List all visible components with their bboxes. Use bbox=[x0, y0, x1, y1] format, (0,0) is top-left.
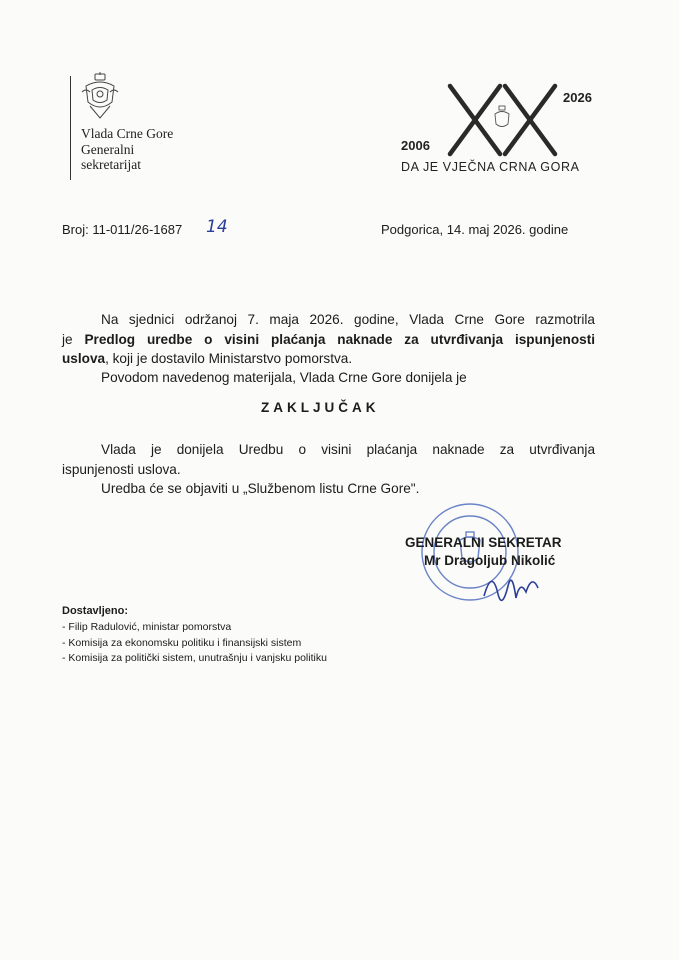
paragraph-line: ispunjenosti uslova. bbox=[62, 461, 181, 477]
paragraph-line bbox=[62, 330, 595, 350]
anniversary-year-end: 2026 bbox=[563, 90, 592, 105]
list-item: - Komisija za politički sistem, unutrašnju i vanjsku politiku bbox=[62, 652, 327, 664]
paragraph-line: Vlada je donijela Uredbu o visini plaćanja naknade za utvrđivanja bbox=[101, 442, 595, 457]
coat-of-arms-icon bbox=[80, 72, 120, 128]
paragraph-line bbox=[62, 349, 595, 369]
bold-title-fragment: Predlog uredbe o visini plaćanja naknade za utvrđivanja ispunjenosti bbox=[84, 331, 596, 347]
place-and-date: Podgorica, 14. maj 2026. godine bbox=[381, 222, 569, 237]
signatory-title: GENERALNI SEKRETAR bbox=[405, 535, 562, 550]
paragraph-decision bbox=[62, 440, 595, 479]
distribution-heading: Dostavljeno: bbox=[62, 605, 129, 617]
list-item: - Komisija za ekonomsku politiku i finansijski sistem bbox=[62, 636, 302, 649]
handwritten-number: 14 bbox=[206, 217, 228, 237]
institution-line-1: Vlada Crne Gore bbox=[81, 126, 174, 141]
reference-number: Broj: 11-011/26-1687 bbox=[62, 222, 183, 237]
institution-line-2: Generalni bbox=[81, 141, 135, 157]
distribution-list bbox=[62, 620, 327, 667]
signatory-name: Mr Dragoljub Nikolić bbox=[424, 553, 556, 568]
paragraph-decision-intro: Povodom navedenog materijala, Vlada Crne Gore donijela je bbox=[101, 370, 467, 385]
text-fragment: je bbox=[62, 331, 85, 347]
header-divider bbox=[70, 76, 71, 180]
paragraph-line: Na sjednici održanoj 7. maja 2026. godine, Vlada Crne Gore razmotrila bbox=[101, 312, 595, 327]
conclusion-heading: ZAKLJUČAK bbox=[261, 400, 380, 415]
text-fragment: , koji je dostavilo Ministarstvo pomorstva. bbox=[105, 351, 353, 366]
paragraph-publication: Uredba će se objaviti u „Službenom listu Crne Gore". bbox=[101, 481, 420, 496]
bold-title-fragment: uslova bbox=[62, 351, 106, 366]
institution-line-3: sekretarijat bbox=[81, 157, 141, 172]
paragraph-session bbox=[62, 310, 595, 369]
anniversary-slogan: DA JE VJEČNA CRNA GORA bbox=[401, 160, 580, 174]
list-item: - Filip Radulović, ministar pomorstva bbox=[62, 621, 232, 633]
anniversary-year-start: 2006 bbox=[401, 138, 430, 153]
institution-name bbox=[81, 126, 173, 173]
